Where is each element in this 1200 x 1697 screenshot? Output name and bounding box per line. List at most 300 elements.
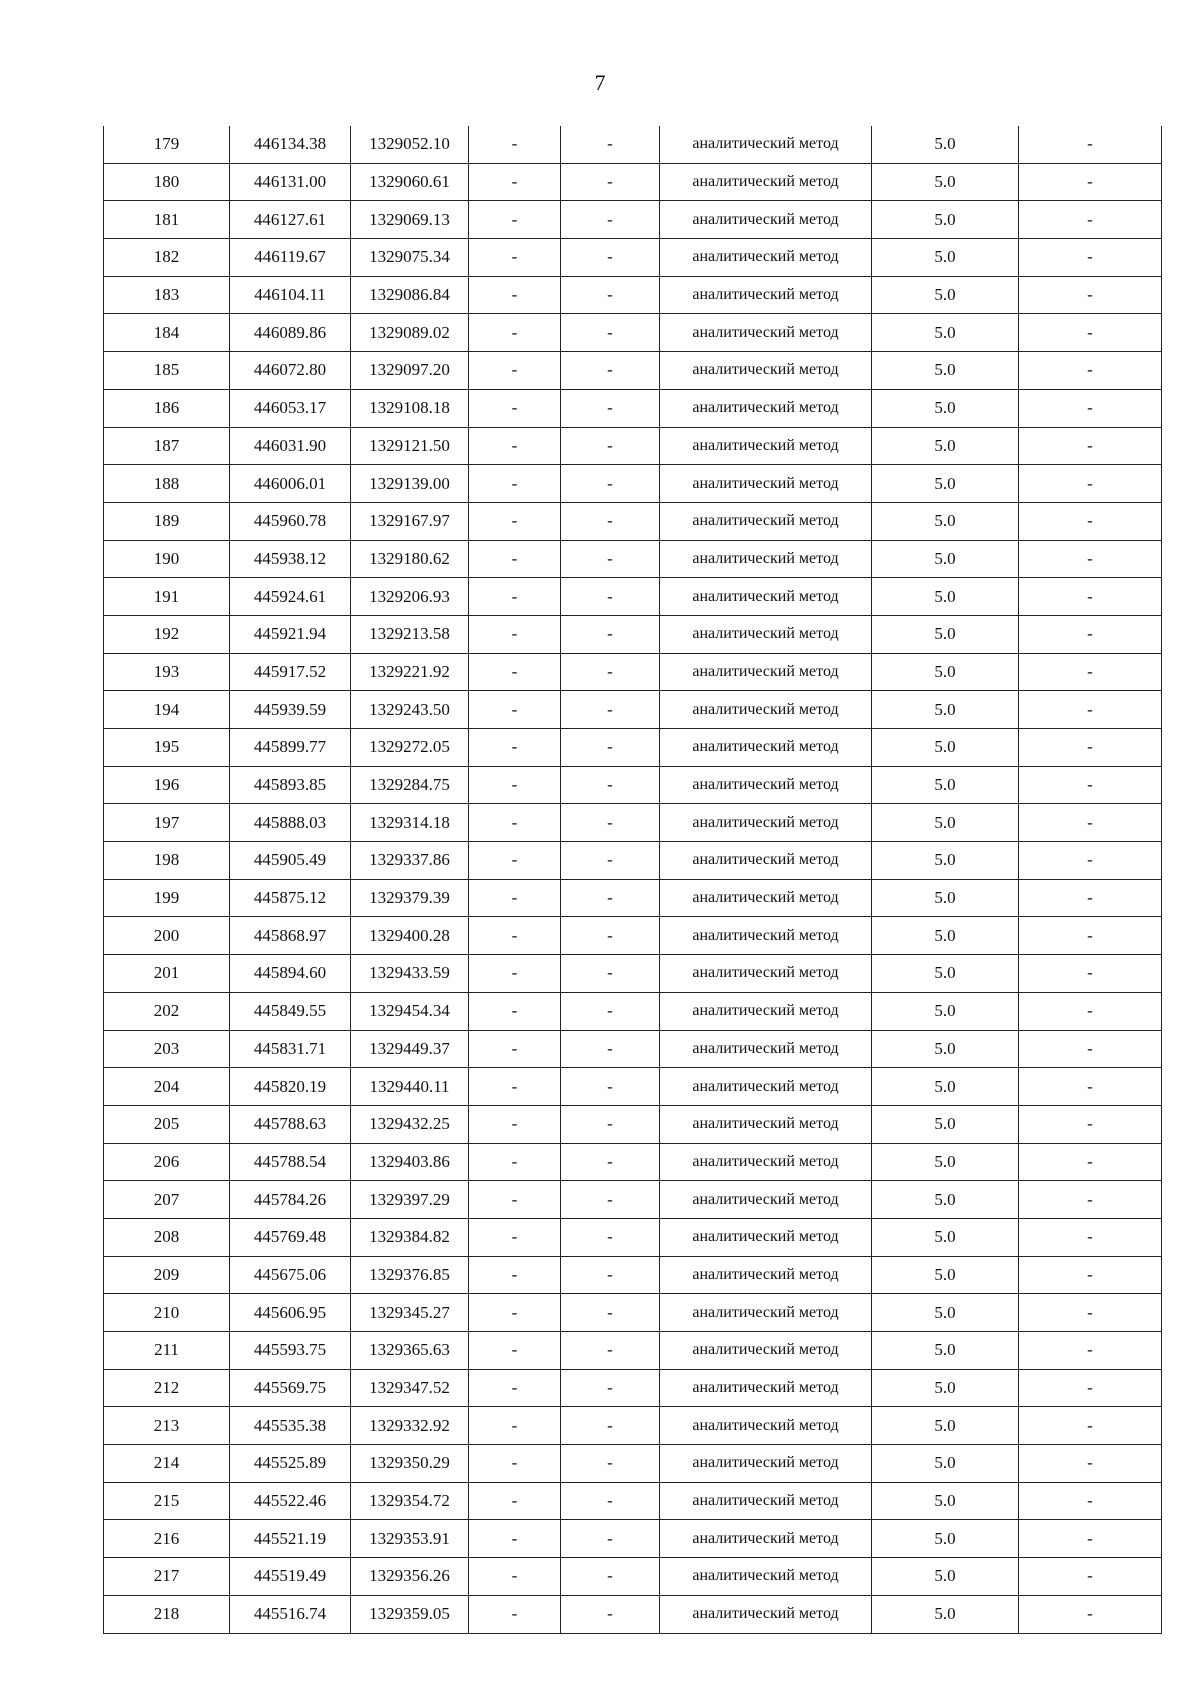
dash-cell: -: [1019, 992, 1162, 1030]
point-number-cell: 209: [104, 1256, 230, 1294]
dash-cell: -: [469, 879, 561, 917]
accuracy-cell: 5.0: [872, 615, 1019, 653]
x-coordinate-cell: 445888.03: [230, 804, 351, 842]
dash-cell: -: [561, 653, 660, 691]
dash-cell: -: [1019, 653, 1162, 691]
point-number-cell: 192: [104, 615, 230, 653]
table-row: [104, 1595, 1162, 1633]
table-row: [104, 615, 1162, 653]
dash-cell: -: [561, 1143, 660, 1181]
dash-cell: -: [1019, 201, 1162, 239]
accuracy-cell: 5.0: [872, 766, 1019, 804]
table-row: [104, 691, 1162, 729]
x-coordinate-cell: 446131.00: [230, 163, 351, 201]
x-coordinate-cell: 445675.06: [230, 1256, 351, 1294]
dash-cell: -: [1019, 1407, 1162, 1445]
table-row: [104, 427, 1162, 465]
dash-cell: -: [561, 163, 660, 201]
dash-cell: -: [1019, 804, 1162, 842]
method-cell: аналитический метод: [660, 766, 872, 804]
accuracy-cell: 5.0: [872, 1558, 1019, 1596]
point-number-cell: 181: [104, 201, 230, 239]
point-number-cell: 199: [104, 879, 230, 917]
dash-cell: -: [469, 239, 561, 277]
x-coordinate-cell: 445522.46: [230, 1482, 351, 1520]
method-cell: аналитический метод: [660, 1558, 872, 1596]
dash-cell: -: [469, 276, 561, 314]
table-row: [104, 842, 1162, 880]
dash-cell: -: [561, 1558, 660, 1596]
point-number-cell: 211: [104, 1332, 230, 1370]
dash-cell: -: [469, 465, 561, 503]
point-number-cell: 195: [104, 729, 230, 767]
accuracy-cell: 5.0: [872, 578, 1019, 616]
dash-cell: -: [1019, 766, 1162, 804]
dash-cell: -: [469, 1030, 561, 1068]
method-cell: аналитический метод: [660, 427, 872, 465]
dash-cell: -: [561, 502, 660, 540]
method-cell: аналитический метод: [660, 842, 872, 880]
dash-cell: -: [1019, 239, 1162, 277]
method-cell: аналитический метод: [660, 1030, 872, 1068]
point-number-cell: 187: [104, 427, 230, 465]
x-coordinate-cell: 445519.49: [230, 1558, 351, 1596]
method-cell: аналитический метод: [660, 729, 872, 767]
dash-cell: -: [561, 1105, 660, 1143]
table-row: [104, 1181, 1162, 1219]
dash-cell: -: [1019, 1332, 1162, 1370]
x-coordinate-cell: 445905.49: [230, 842, 351, 880]
accuracy-cell: 5.0: [872, 1520, 1019, 1558]
point-number-cell: 202: [104, 992, 230, 1030]
dash-cell: -: [469, 389, 561, 427]
dash-cell: -: [561, 1332, 660, 1370]
dash-cell: -: [1019, 917, 1162, 955]
point-number-cell: 216: [104, 1520, 230, 1558]
dash-cell: -: [469, 1332, 561, 1370]
accuracy-cell: 5.0: [872, 126, 1019, 163]
method-cell: аналитический метод: [660, 992, 872, 1030]
accuracy-cell: 5.0: [872, 465, 1019, 503]
table-row: [104, 276, 1162, 314]
dash-cell: -: [1019, 578, 1162, 616]
table-row: [104, 389, 1162, 427]
dash-cell: -: [1019, 1181, 1162, 1219]
y-coordinate-cell: 1329454.34: [351, 992, 469, 1030]
method-cell: аналитический метод: [660, 163, 872, 201]
accuracy-cell: 5.0: [872, 992, 1019, 1030]
accuracy-cell: 5.0: [872, 1068, 1019, 1106]
y-coordinate-cell: 1329384.82: [351, 1218, 469, 1256]
method-cell: аналитический метод: [660, 691, 872, 729]
method-cell: аналитический метод: [660, 1595, 872, 1633]
dash-cell: -: [469, 1294, 561, 1332]
table-row: [104, 201, 1162, 239]
point-number-cell: 207: [104, 1181, 230, 1219]
x-coordinate-cell: 445868.97: [230, 917, 351, 955]
y-coordinate-cell: 1329397.29: [351, 1181, 469, 1219]
table-row: [104, 766, 1162, 804]
dash-cell: -: [561, 126, 660, 163]
table-row: [104, 1520, 1162, 1558]
dash-cell: -: [561, 1218, 660, 1256]
y-coordinate-cell: 1329139.00: [351, 465, 469, 503]
x-coordinate-cell: 445875.12: [230, 879, 351, 917]
accuracy-cell: 5.0: [872, 540, 1019, 578]
dash-cell: -: [469, 1407, 561, 1445]
dash-cell: -: [561, 389, 660, 427]
dash-cell: -: [1019, 1595, 1162, 1633]
method-cell: аналитический метод: [660, 879, 872, 917]
point-number-cell: 198: [104, 842, 230, 880]
dash-cell: -: [1019, 126, 1162, 163]
dash-cell: -: [561, 1181, 660, 1219]
accuracy-cell: 5.0: [872, 691, 1019, 729]
y-coordinate-cell: 1329379.39: [351, 879, 469, 917]
table-row: [104, 126, 1162, 163]
dash-cell: -: [561, 804, 660, 842]
accuracy-cell: 5.0: [872, 653, 1019, 691]
x-coordinate-cell: 445593.75: [230, 1332, 351, 1370]
y-coordinate-cell: 1329345.27: [351, 1294, 469, 1332]
point-number-cell: 180: [104, 163, 230, 201]
dash-cell: -: [1019, 276, 1162, 314]
point-number-cell: 206: [104, 1143, 230, 1181]
accuracy-cell: 5.0: [872, 1218, 1019, 1256]
accuracy-cell: 5.0: [872, 1445, 1019, 1483]
dash-cell: -: [561, 1030, 660, 1068]
dash-cell: -: [1019, 1369, 1162, 1407]
y-coordinate-cell: 1329449.37: [351, 1030, 469, 1068]
dash-cell: -: [1019, 842, 1162, 880]
method-cell: аналитический метод: [660, 352, 872, 390]
point-number-cell: 183: [104, 276, 230, 314]
dash-cell: -: [1019, 691, 1162, 729]
point-number-cell: 213: [104, 1407, 230, 1445]
point-number-cell: 184: [104, 314, 230, 352]
y-coordinate-cell: 1329356.26: [351, 1558, 469, 1596]
x-coordinate-cell: 445569.75: [230, 1369, 351, 1407]
dash-cell: -: [469, 615, 561, 653]
x-coordinate-cell: 445516.74: [230, 1595, 351, 1633]
accuracy-cell: 5.0: [872, 314, 1019, 352]
point-number-cell: 185: [104, 352, 230, 390]
dash-cell: -: [469, 352, 561, 390]
method-cell: аналитический метод: [660, 314, 872, 352]
dash-cell: -: [561, 276, 660, 314]
dash-cell: -: [561, 879, 660, 917]
y-coordinate-cell: 1329440.11: [351, 1068, 469, 1106]
accuracy-cell: 5.0: [872, 842, 1019, 880]
accuracy-cell: 5.0: [872, 1482, 1019, 1520]
point-number-cell: 188: [104, 465, 230, 503]
dash-cell: -: [561, 1294, 660, 1332]
table-row: [104, 1030, 1162, 1068]
method-cell: аналитический метод: [660, 955, 872, 993]
y-coordinate-cell: 1329354.72: [351, 1482, 469, 1520]
dash-cell: -: [1019, 1105, 1162, 1143]
method-cell: аналитический метод: [660, 276, 872, 314]
dash-cell: -: [1019, 1030, 1162, 1068]
accuracy-cell: 5.0: [872, 1369, 1019, 1407]
accuracy-cell: 5.0: [872, 276, 1019, 314]
dash-cell: -: [561, 766, 660, 804]
dash-cell: -: [469, 955, 561, 993]
dash-cell: -: [469, 126, 561, 163]
dash-cell: -: [561, 842, 660, 880]
table-row: [104, 314, 1162, 352]
dash-cell: -: [1019, 615, 1162, 653]
y-coordinate-cell: 1329433.59: [351, 955, 469, 993]
accuracy-cell: 5.0: [872, 1143, 1019, 1181]
method-cell: аналитический метод: [660, 126, 872, 163]
y-coordinate-cell: 1329052.10: [351, 126, 469, 163]
dash-cell: -: [561, 540, 660, 578]
method-cell: аналитический метод: [660, 1294, 872, 1332]
point-number-cell: 191: [104, 578, 230, 616]
dash-cell: -: [1019, 163, 1162, 201]
dash-cell: -: [561, 729, 660, 767]
accuracy-cell: 5.0: [872, 163, 1019, 201]
x-coordinate-cell: 445525.89: [230, 1445, 351, 1483]
dash-cell: -: [1019, 465, 1162, 503]
dash-cell: -: [561, 314, 660, 352]
dash-cell: -: [1019, 1256, 1162, 1294]
x-coordinate-cell: 446134.38: [230, 126, 351, 163]
dash-cell: -: [561, 1595, 660, 1633]
table-row: [104, 917, 1162, 955]
dash-cell: -: [561, 1407, 660, 1445]
dash-cell: -: [561, 691, 660, 729]
y-coordinate-cell: 1329167.97: [351, 502, 469, 540]
x-coordinate-cell: 446089.86: [230, 314, 351, 352]
method-cell: аналитический метод: [660, 201, 872, 239]
point-number-cell: 186: [104, 389, 230, 427]
dash-cell: -: [469, 1218, 561, 1256]
x-coordinate-cell: 446053.17: [230, 389, 351, 427]
accuracy-cell: 5.0: [872, 201, 1019, 239]
dash-cell: -: [469, 1068, 561, 1106]
table-row: [104, 1256, 1162, 1294]
dash-cell: -: [469, 1558, 561, 1596]
x-coordinate-cell: 445938.12: [230, 540, 351, 578]
accuracy-cell: 5.0: [872, 1407, 1019, 1445]
dash-cell: -: [469, 502, 561, 540]
method-cell: аналитический метод: [660, 1218, 872, 1256]
method-cell: аналитический метод: [660, 239, 872, 277]
y-coordinate-cell: 1329347.52: [351, 1369, 469, 1407]
dash-cell: -: [469, 1181, 561, 1219]
dash-cell: -: [469, 163, 561, 201]
accuracy-cell: 5.0: [872, 389, 1019, 427]
point-number-cell: 200: [104, 917, 230, 955]
point-number-cell: 218: [104, 1595, 230, 1633]
accuracy-cell: 5.0: [872, 502, 1019, 540]
y-coordinate-cell: 1329221.92: [351, 653, 469, 691]
table-row: [104, 653, 1162, 691]
dash-cell: -: [469, 992, 561, 1030]
x-coordinate-cell: 445960.78: [230, 502, 351, 540]
dash-cell: -: [561, 465, 660, 503]
dash-cell: -: [561, 1256, 660, 1294]
dash-cell: -: [469, 1445, 561, 1483]
dash-cell: -: [561, 955, 660, 993]
dash-cell: -: [561, 427, 660, 465]
y-coordinate-cell: 1329069.13: [351, 201, 469, 239]
method-cell: аналитический метод: [660, 1068, 872, 1106]
x-coordinate-cell: 445849.55: [230, 992, 351, 1030]
accuracy-cell: 5.0: [872, 1332, 1019, 1370]
method-cell: аналитический метод: [660, 1105, 872, 1143]
dash-cell: -: [469, 842, 561, 880]
x-coordinate-cell: 445535.38: [230, 1407, 351, 1445]
y-coordinate-cell: 1329403.86: [351, 1143, 469, 1181]
method-cell: аналитический метод: [660, 540, 872, 578]
y-coordinate-cell: 1329376.85: [351, 1256, 469, 1294]
dash-cell: -: [469, 578, 561, 616]
method-cell: аналитический метод: [660, 502, 872, 540]
dash-cell: -: [469, 1595, 561, 1633]
dash-cell: -: [1019, 502, 1162, 540]
dash-cell: -: [1019, 879, 1162, 917]
accuracy-cell: 5.0: [872, 427, 1019, 465]
accuracy-cell: 5.0: [872, 352, 1019, 390]
method-cell: аналитический метод: [660, 1369, 872, 1407]
table-row: [104, 163, 1162, 201]
table-row: [104, 1407, 1162, 1445]
dash-cell: -: [469, 766, 561, 804]
x-coordinate-cell: 445921.94: [230, 615, 351, 653]
method-cell: аналитический метод: [660, 1256, 872, 1294]
dash-cell: -: [561, 615, 660, 653]
point-number-cell: 204: [104, 1068, 230, 1106]
y-coordinate-cell: 1329353.91: [351, 1520, 469, 1558]
y-coordinate-cell: 1329284.75: [351, 766, 469, 804]
x-coordinate-cell: 446072.80: [230, 352, 351, 390]
accuracy-cell: 5.0: [872, 729, 1019, 767]
method-cell: аналитический метод: [660, 615, 872, 653]
x-coordinate-cell: 445917.52: [230, 653, 351, 691]
x-coordinate-cell: 446031.90: [230, 427, 351, 465]
method-cell: аналитический метод: [660, 578, 872, 616]
point-number-cell: 196: [104, 766, 230, 804]
y-coordinate-cell: 1329314.18: [351, 804, 469, 842]
x-coordinate-cell: 445924.61: [230, 578, 351, 616]
y-coordinate-cell: 1329086.84: [351, 276, 469, 314]
table-row: [104, 804, 1162, 842]
dash-cell: -: [561, 992, 660, 1030]
dash-cell: -: [1019, 427, 1162, 465]
x-coordinate-cell: 445831.71: [230, 1030, 351, 1068]
table-row: [104, 1482, 1162, 1520]
accuracy-cell: 5.0: [872, 1256, 1019, 1294]
accuracy-cell: 5.0: [872, 239, 1019, 277]
dash-cell: -: [469, 1520, 561, 1558]
table-row: [104, 992, 1162, 1030]
accuracy-cell: 5.0: [872, 1181, 1019, 1219]
x-coordinate-cell: 446006.01: [230, 465, 351, 503]
point-number-cell: 205: [104, 1105, 230, 1143]
point-number-cell: 210: [104, 1294, 230, 1332]
table-row: [104, 352, 1162, 390]
y-coordinate-cell: 1329359.05: [351, 1595, 469, 1633]
dash-cell: -: [1019, 1558, 1162, 1596]
x-coordinate-cell: 445939.59: [230, 691, 351, 729]
point-number-cell: 214: [104, 1445, 230, 1483]
dash-cell: -: [469, 729, 561, 767]
y-coordinate-cell: 1329337.86: [351, 842, 469, 880]
dash-cell: -: [1019, 352, 1162, 390]
dash-cell: -: [561, 239, 660, 277]
method-cell: аналитический метод: [660, 1407, 872, 1445]
point-number-cell: 189: [104, 502, 230, 540]
dash-cell: -: [469, 1369, 561, 1407]
point-number-cell: 201: [104, 955, 230, 993]
dash-cell: -: [561, 1068, 660, 1106]
dash-cell: -: [1019, 955, 1162, 993]
y-coordinate-cell: 1329400.28: [351, 917, 469, 955]
y-coordinate-cell: 1329075.34: [351, 239, 469, 277]
point-number-cell: 190: [104, 540, 230, 578]
dash-cell: -: [469, 1482, 561, 1520]
y-coordinate-cell: 1329097.20: [351, 352, 469, 390]
dash-cell: -: [1019, 1218, 1162, 1256]
x-coordinate-cell: 445788.63: [230, 1105, 351, 1143]
coordinates-table: [103, 126, 1162, 1634]
dash-cell: -: [469, 427, 561, 465]
accuracy-cell: 5.0: [872, 879, 1019, 917]
table-row: [104, 1143, 1162, 1181]
table-row: [104, 1105, 1162, 1143]
dash-cell: -: [561, 1445, 660, 1483]
method-cell: аналитический метод: [660, 465, 872, 503]
dash-cell: -: [561, 1369, 660, 1407]
page-number: 7: [594, 70, 606, 95]
dash-cell: -: [1019, 1294, 1162, 1332]
y-coordinate-cell: 1329121.50: [351, 427, 469, 465]
point-number-cell: 182: [104, 239, 230, 277]
y-coordinate-cell: 1329213.58: [351, 615, 469, 653]
y-coordinate-cell: 1329332.92: [351, 1407, 469, 1445]
y-coordinate-cell: 1329060.61: [351, 163, 469, 201]
dash-cell: -: [469, 691, 561, 729]
y-coordinate-cell: 1329108.18: [351, 389, 469, 427]
table-body: [104, 126, 1162, 1633]
dash-cell: -: [469, 314, 561, 352]
point-number-cell: 212: [104, 1369, 230, 1407]
dash-cell: -: [469, 1256, 561, 1294]
y-coordinate-cell: 1329180.62: [351, 540, 469, 578]
method-cell: аналитический метод: [660, 1445, 872, 1483]
table-row: [104, 955, 1162, 993]
table-row: [104, 1332, 1162, 1370]
dash-cell: -: [1019, 314, 1162, 352]
y-coordinate-cell: 1329089.02: [351, 314, 469, 352]
point-number-cell: 179: [104, 126, 230, 163]
dash-cell: -: [1019, 1143, 1162, 1181]
table-row: [104, 879, 1162, 917]
point-number-cell: 193: [104, 653, 230, 691]
table-row: [104, 1068, 1162, 1106]
x-coordinate-cell: 446104.11: [230, 276, 351, 314]
dash-cell: -: [561, 1482, 660, 1520]
method-cell: аналитический метод: [660, 1482, 872, 1520]
y-coordinate-cell: 1329272.05: [351, 729, 469, 767]
dash-cell: -: [469, 804, 561, 842]
point-number-cell: 203: [104, 1030, 230, 1068]
dash-cell: -: [561, 1520, 660, 1558]
point-number-cell: 217: [104, 1558, 230, 1596]
